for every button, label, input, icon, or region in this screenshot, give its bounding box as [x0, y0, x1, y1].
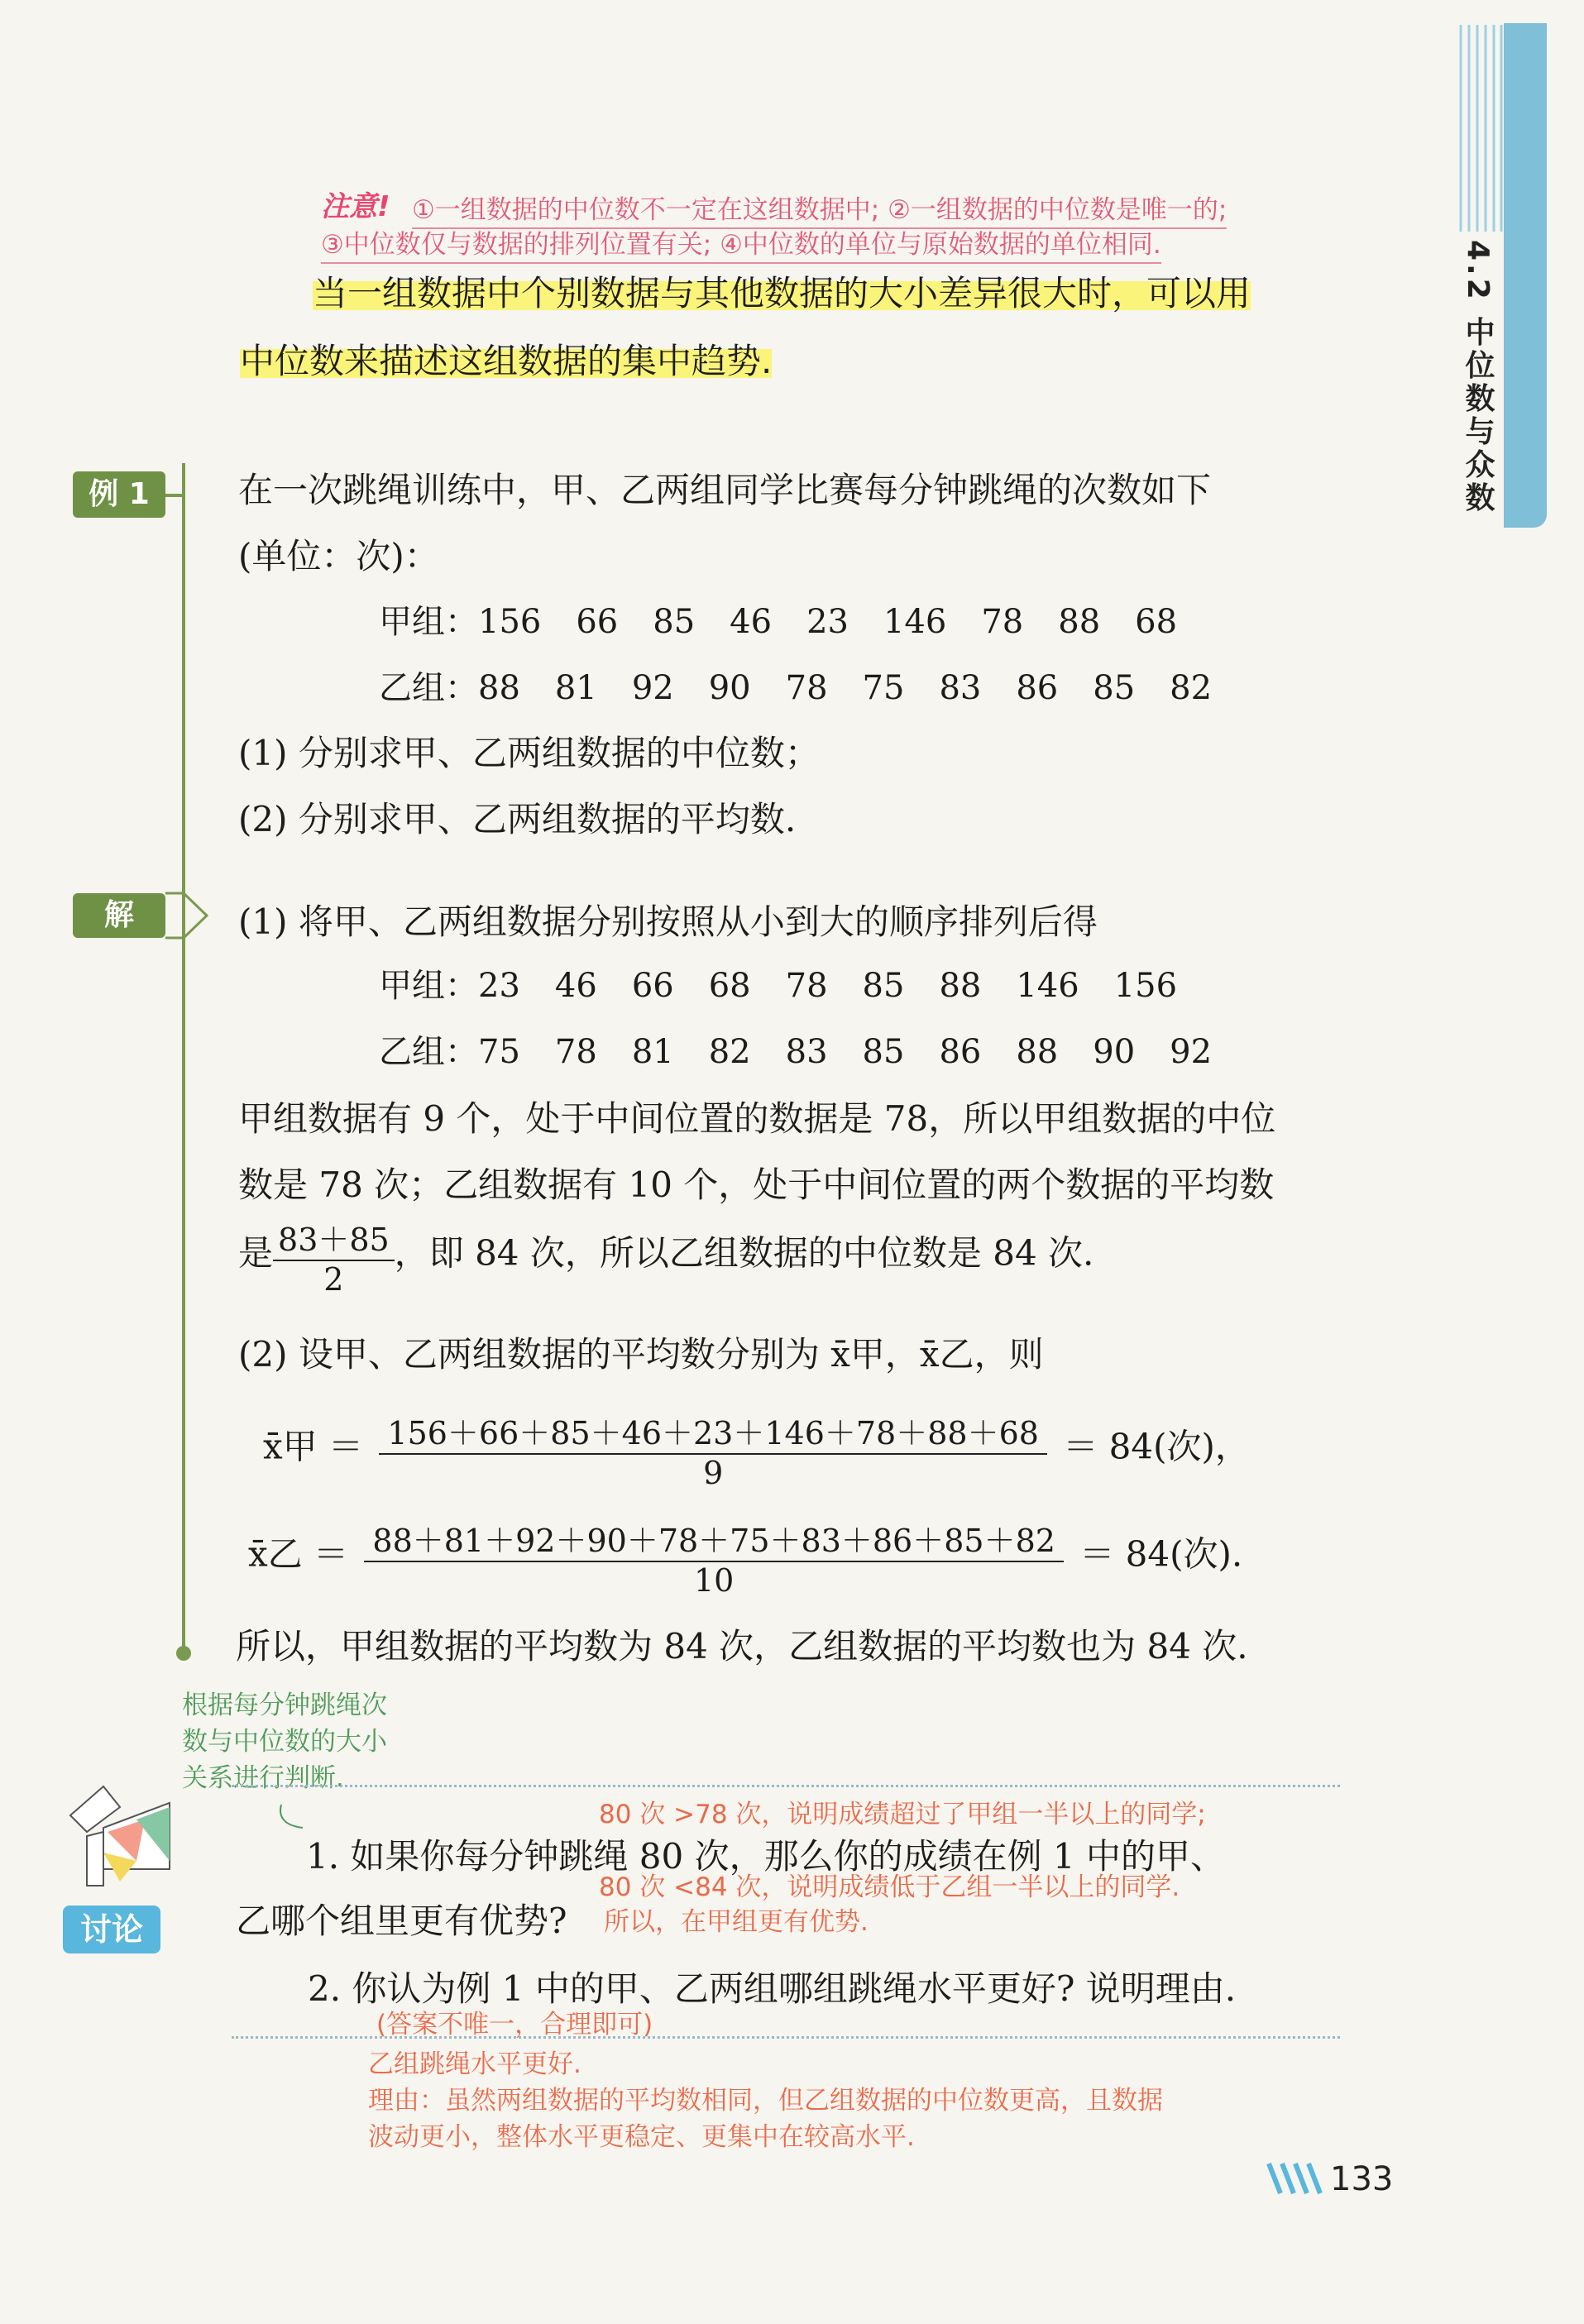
example-tag-connector: [165, 494, 182, 497]
page-number-stripes: [1266, 2160, 1328, 2197]
discussion-question-2: 2. 你认为例 1 中的甲、乙两组哪组跳绳水平更好? 说明理由.: [308, 1968, 1237, 2009]
solution-conclusion: 所以，甲组数据的平均数为 84 次，乙组数据的平均数也为 84 次.: [236, 1626, 1248, 1666]
data-value: 90: [708, 669, 751, 707]
solution-tag: 解: [73, 893, 165, 938]
chapter-title: 4.2 中位数与众数: [1461, 240, 1495, 515]
note-line-1: ①一组数据的中位数不一定在这组数据中; ②一组数据的中位数是唯一的;: [412, 189, 1227, 229]
chapter-tab: [1504, 23, 1547, 528]
discussion-question-1-cont: 乙哪个组里更有优势?: [236, 1901, 567, 1941]
note-label: 注意!: [321, 190, 390, 223]
mean-equation-a: x̄甲 ＝ $\frac{156+66+85+46+23+146+78+88+68}{9}$ ＝ 84(次)，: [263, 1408, 1250, 1491]
group-b-sorted-values: [478, 1033, 1247, 1071]
data-value: 75: [478, 1033, 520, 1071]
data-value: 23: [478, 967, 520, 1005]
data-value: 46: [554, 967, 597, 1005]
group-b-sorted-row: [379, 1026, 1247, 1073]
solution-arrow-icon: [164, 890, 210, 941]
solution-paragraph-2: 数是 78 次；乙组数据有 10 个，处于中间位置的两个数据的平均数: [238, 1164, 1275, 1205]
discussion-question-1: 1. 如果你每分钟跳绳 80 次，那么你的成绩在例 1 中的甲、: [306, 1836, 1225, 1877]
data-value: 83: [939, 669, 982, 707]
data-value: 83: [785, 1033, 828, 1071]
answer-1-line-3: 所以，在甲组更有优势.: [604, 1907, 869, 1937]
discussion-hint: 根据每分钟跳绳次 数与中位数的大小 关系进行判断.: [182, 1690, 387, 1793]
tangram-icon: [54, 1770, 178, 1894]
answer-2-note: (答案不唯一，合理即可): [376, 2010, 653, 2039]
data-value: 85: [862, 1033, 905, 1071]
data-value: 66: [576, 603, 619, 641]
data-value: 68: [708, 967, 751, 1005]
data-value: 75: [862, 669, 905, 707]
data-value: 68: [1135, 603, 1178, 641]
group-a-row: [379, 595, 1212, 643]
solution-step-1: (1) 将甲、乙两组数据分别按照从小到大的顺序排列后得: [238, 901, 1098, 942]
question-2: (2) 分别求甲、乙两组数据的平均数.: [238, 799, 797, 839]
answer-1-line-1: 80 次 >78 次，说明成绩超过了甲组一半以上的同学;: [599, 1800, 1206, 1829]
discussion-tag: 讨论: [63, 1906, 160, 1953]
intro-line-1: 当一组数据中个别数据与其他数据的大小差异很大时，可以用: [313, 273, 1251, 313]
data-value: 156: [1113, 967, 1178, 1005]
data-value: 82: [708, 1033, 751, 1071]
hint-pointer-icon: [276, 1801, 309, 1834]
median-fraction-denominator: 2: [323, 1261, 344, 1298]
answer-2-line-1: 乙组跳绳水平更好.: [368, 2049, 581, 2079]
data-value: 85: [862, 967, 905, 1005]
example-text-2: (单位：次)：: [238, 536, 439, 576]
group-b-label: 乙组：: [379, 669, 478, 707]
question-1: (1) 分别求甲、乙两组数据的中位数；: [238, 733, 820, 773]
data-value: 86: [1016, 669, 1059, 707]
data-value: 85: [653, 603, 696, 641]
example-tag: 例 1: [73, 471, 165, 518]
median-fraction-numerator: 83＋85: [273, 1214, 395, 1261]
group-a-label: 甲组：: [379, 603, 478, 641]
data-value: 82: [1170, 669, 1213, 707]
side-stripes-decoration: [1456, 25, 1504, 232]
solution-step-2: (2) 设甲、乙两组数据的平均数分别为 x̄甲，x̄乙，则: [238, 1334, 1044, 1375]
data-value: 66: [631, 967, 674, 1005]
data-value: 46: [730, 603, 773, 641]
data-value: 92: [631, 669, 674, 707]
solution-paragraph-3: 是 $\frac{83+85}{2}$ ，即 84 次，所以乙组数据的中位数是 84 次.: [238, 1214, 1093, 1298]
mean-equation-b: x̄乙 ＝ $\frac{88+81+92+90+78+75+83+86+85+82}{10}$ ＝ 84(次).: [248, 1515, 1242, 1599]
example-rail: [182, 463, 185, 1654]
data-value: 78: [554, 1033, 597, 1071]
data-value: 88: [939, 967, 982, 1005]
data-value: 78: [785, 967, 828, 1005]
data-value: 86: [939, 1033, 982, 1071]
group-a-sorted-row: [379, 959, 1212, 1007]
note-line-2: ③中位数仅与数据的排列位置有关; ④中位数的单位与原始数据的单位相同.: [321, 223, 1161, 264]
group-b-values: [478, 669, 1247, 707]
discussion-top-rule: [232, 1785, 1340, 1787]
group-a-values: [478, 603, 1212, 641]
group-b-sorted-label: 乙组：: [379, 1033, 478, 1071]
data-value: 78: [981, 603, 1024, 641]
data-value: 88: [1058, 603, 1101, 641]
page-number: 133: [1330, 2160, 1394, 2198]
data-value: 88: [1016, 1033, 1059, 1071]
group-b-row: [379, 662, 1247, 709]
data-value: 81: [631, 1033, 674, 1071]
data-value: 146: [1016, 967, 1079, 1005]
example-rail-end: [176, 1646, 191, 1661]
data-value: 78: [785, 669, 828, 707]
group-a-sorted-label: 甲组：: [379, 967, 478, 1005]
data-value: 146: [883, 603, 947, 641]
answer-1-line-2: 80 次 <84 次，说明成绩低于乙组一半以上的同学.: [599, 1872, 1180, 1902]
data-value: 156: [478, 603, 542, 641]
answer-2-line-3: 波动更小，整体水平更稳定、更集中在较高水平.: [368, 2122, 915, 2152]
data-value: 88: [478, 669, 520, 707]
intro-line-2: 中位数来描述这组数据的集中趋势.: [240, 341, 773, 381]
solution-paragraph-1: 甲组数据有 9 个，处于中间位置的数据是 78，所以甲组数据的中位: [238, 1098, 1276, 1139]
data-value: 90: [1093, 1033, 1136, 1071]
data-value: 23: [806, 603, 849, 641]
data-value: 92: [1170, 1033, 1213, 1071]
group-a-sorted-values: [478, 967, 1212, 1005]
data-value: 85: [1093, 669, 1136, 707]
data-value: 81: [554, 669, 597, 707]
answer-2-line-2: 理由：虽然两组数据的平均数相同，但乙组数据的中位数更高，且数据: [368, 2086, 1163, 2116]
example-text-1: 在一次跳绳训练中，甲、乙两组同学比赛每分钟跳绳的次数如下: [238, 470, 1212, 510]
